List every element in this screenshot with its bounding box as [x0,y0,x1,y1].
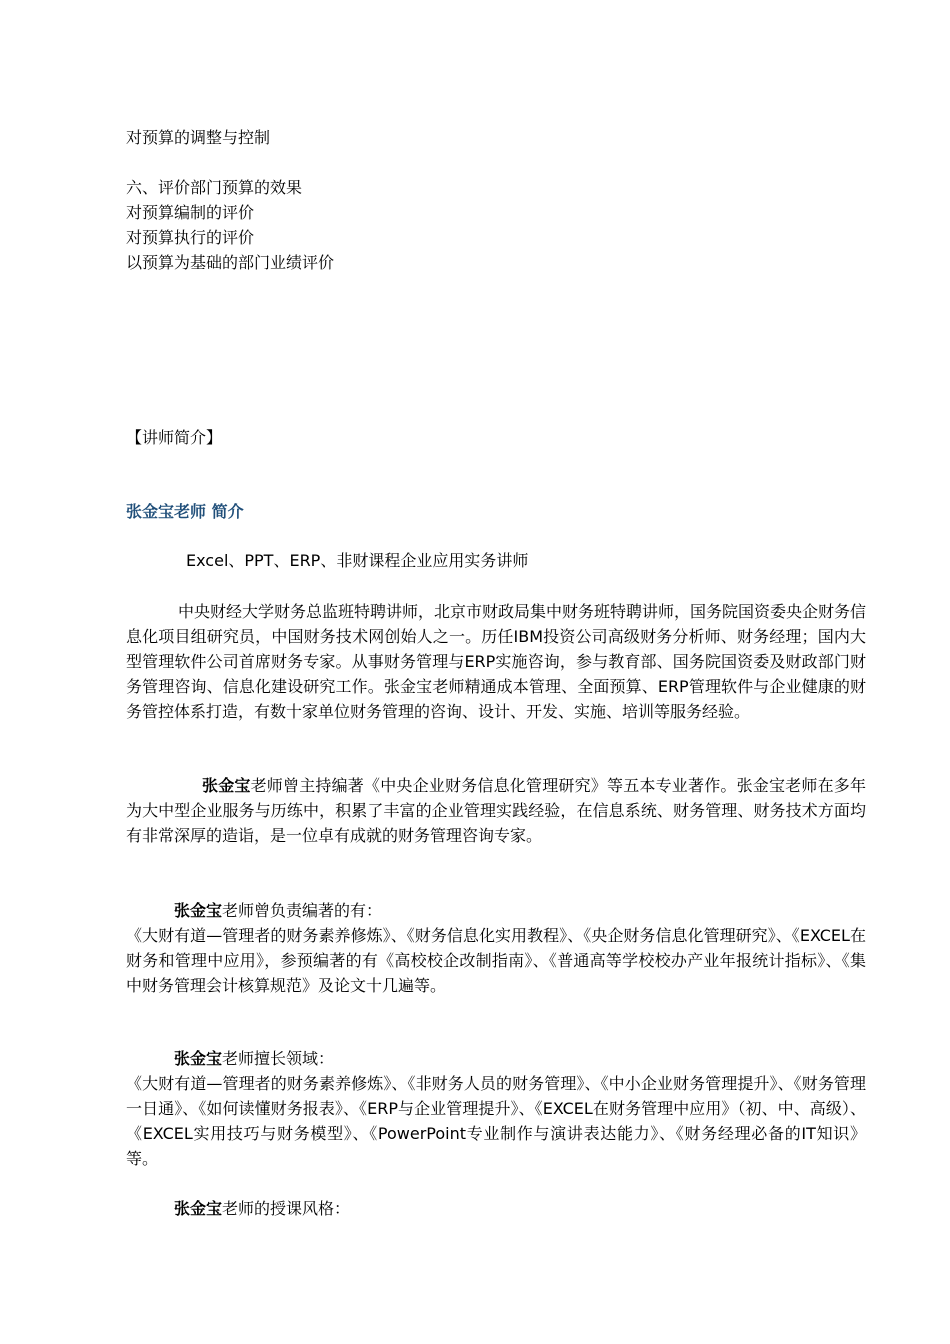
outline-item-adjust: 对预算的调整与控制 [126,128,271,147]
bio-paragraph-2-text: 老师曾主持编著《中央企业财务信息化管理研究》等五本专业著作。张金宝老师在多年为大中型企业服务与历练中，积累了丰富的企业管理实践经验，在信息系统、财务管理、财务技术方面均有非常深厚的造诣，是一位卓有成就的财务管理咨询专家。 [126,776,866,845]
bio-paragraph-2 [126,773,866,848]
expertise-list: 《大财有道—管理者的财务素养修炼》、《非财务人员的财务管理》、《中小企业财务管理提升》、《财务管理一日通》、《如何读懂财务报表》、《ERP与企业管理提升》、《EXCEL在财务管理中应用》（初、中、高级）、《EXCEL实用技巧与财务模型》、《PowerPoint专业制作与演讲表达能力》、《财务经理必备的IT知识》等。 [126,1074,866,1168]
expertise-lead-text: 老师擅长领域： [222,1049,335,1068]
publications-list: 《大财有道—管理者的财务素养修炼》、《财务信息化实用教程》、《央企财务信息化管理研究》、《EXCEL在财务和管理中应用》，参预编著的有《高校校企改制指南》、《普通高等学校校办产业年报统计指标》、《集中财务管理会计核算规范》及论文十几遍等。 [126,926,866,995]
publications-lead-text: 老师曾负责编著的有： [222,901,383,920]
teacher-name: 张金宝 [174,1049,223,1068]
intro-heading: 【讲师简介】 [126,428,223,447]
teacher-name: 张金宝 [174,1199,223,1218]
outline-item-eval-execute: 对预算执行的评价 [126,228,255,247]
section6-title: 六、评价部门预算的效果 [126,178,303,197]
publications-lead [174,898,382,923]
bio-paragraph-1: 中央财经大学财务总监班特聘讲师，北京市财政局集中财务班特聘讲师，国务院国资委央企财务信息化项目组研究员，中国财务技术网创始人之一。历任IBM投资公司高级财务分析师、财务经理；国内大型管理软件公司首席财务专家。从事财务管理与ERP实施咨询，参与教育部、国务院国资委及财政部门财务管理咨询、信息化建设研究工作。张金宝老师精通成本管理、全面预算、ERP管理软件与企业健康的财务管控体系打造，有数十家单位财务管理的咨询、设计、开发、实施、培训等服务经验。 [126,602,867,721]
teacher-name: 张金宝 [174,901,223,920]
teacher-name: 张金宝 [202,776,251,795]
outline-item-eval-performance: 以预算为基础的部门业绩评价 [126,253,335,272]
expertise-lead [174,1046,334,1071]
outline-item-eval-compile: 对预算编制的评价 [126,203,255,222]
teaching-style-lead [174,1196,350,1221]
teacher-name-title: 张金宝老师 简介 [126,502,244,521]
teacher-subtitle: Excel、PPT、ERP、非财课程企业应用实务讲师 [186,551,529,570]
teaching-style-lead-text: 老师的授课风格： [222,1199,351,1218]
